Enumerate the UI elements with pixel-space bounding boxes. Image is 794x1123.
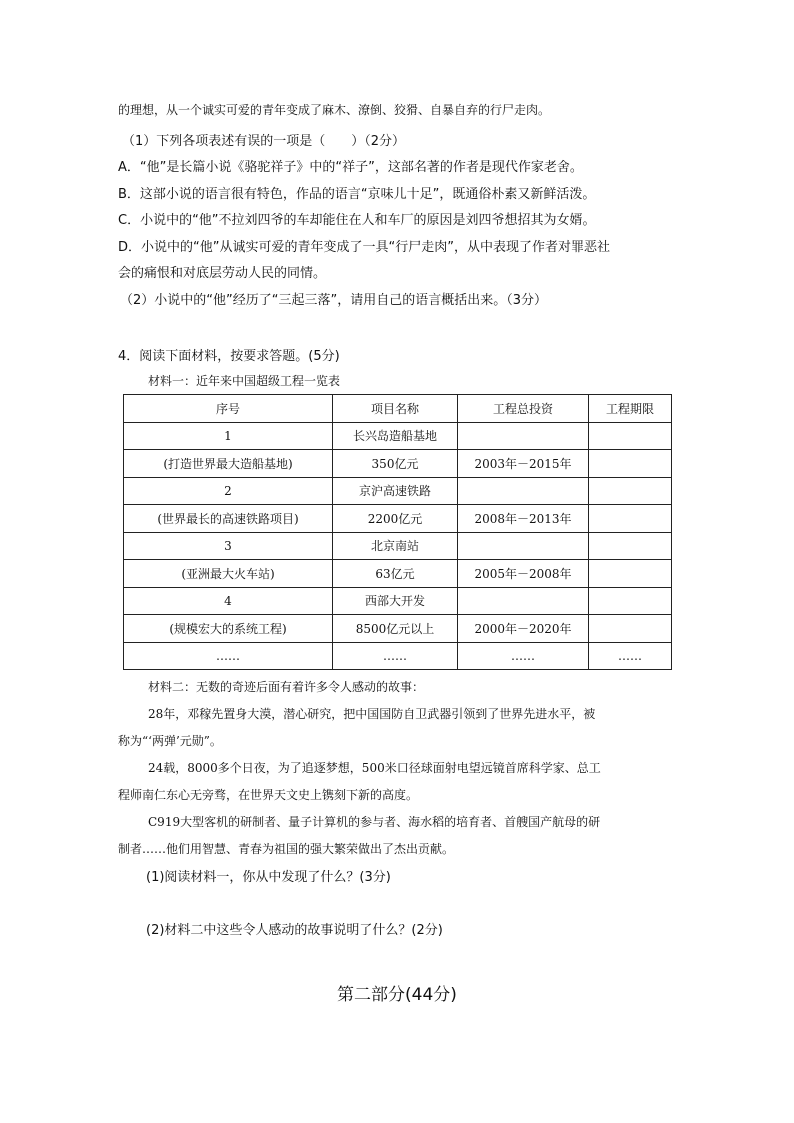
table-row bbox=[124, 450, 672, 478]
q4-question1: (1)阅读材料一，你从中发现了什么？(3分) bbox=[146, 870, 391, 885]
table-cell: (规模宏大的系统工程) bbox=[124, 615, 333, 643]
q3-option-d-line2: 会的痛恨和对底层劳动人民的同情。 bbox=[118, 266, 327, 281]
table-cell: 2008年－2013年 bbox=[458, 505, 589, 533]
story1-line1: 28年，邓稼先置身大漠，潜心研究，把中国国防自卫武器引领到了世界先进水平，被 bbox=[148, 707, 596, 721]
table-cell: 2000年－2020年 bbox=[458, 615, 589, 643]
table-cell: 2200亿元 bbox=[333, 505, 458, 533]
table-row bbox=[124, 642, 672, 670]
table-header-cell: 工程总投资 bbox=[458, 395, 589, 423]
super-projects-table bbox=[123, 394, 672, 670]
table-cell: 350亿元 bbox=[333, 450, 458, 478]
story2-line1: 24载，8000多个日夜，为了追逐梦想，500米口径球面射电望远镜首席科学家、总工 bbox=[148, 761, 601, 775]
table-cell: 2 bbox=[124, 477, 333, 505]
q3-intro-tail: 的理想，从一个诚实可爱的青年变成了麻木、潦倒、狡猾、自暴自弃的行尸走肉。 bbox=[118, 103, 551, 117]
table-cell: …… bbox=[124, 642, 333, 670]
table-header-cell: 工程期限 bbox=[589, 395, 672, 423]
table-cell: (亚洲最大火车站) bbox=[124, 560, 333, 588]
table-row bbox=[124, 505, 672, 533]
part-two-title: 第二部分(44分) bbox=[337, 985, 457, 1005]
table-cell bbox=[458, 422, 589, 450]
table-cell bbox=[589, 587, 672, 615]
story2-line2: 程师南仁东心无旁骛，在世界天文史上镌刻下新的高度。 bbox=[118, 788, 419, 802]
table-cell bbox=[589, 615, 672, 643]
material2-caption: 材料二：无数的奇迹后面有着许多令人感动的故事： bbox=[148, 680, 425, 694]
q3-option-c: C．小说中的“他”不拉刘四爷的车却能住在人和车厂的原因是刘四爷想招其为女婿。 bbox=[118, 213, 596, 228]
q3-option-d-line1: D．小说中的“他”从诚实可爱的青年变成了一具“行尸走肉”，从中表现了作者对罪恶社 bbox=[118, 240, 610, 255]
table-row bbox=[124, 615, 672, 643]
table-row bbox=[124, 532, 672, 560]
table-cell bbox=[589, 477, 672, 505]
table-row bbox=[124, 477, 672, 505]
table-header-cell: 序号 bbox=[124, 395, 333, 423]
table-cell: 西部大开发 bbox=[333, 587, 458, 615]
q3-option-a: A．“他”是长篇小说《骆驼祥子》中的“祥子”，这部名著的作者是现代作家老舍。 bbox=[118, 160, 583, 175]
table-row bbox=[124, 587, 672, 615]
q4-title: 4．阅读下面材料，按要求答题。(5分) bbox=[118, 349, 340, 364]
table-cell: …… bbox=[589, 642, 672, 670]
table-cell: …… bbox=[333, 642, 458, 670]
table-cell: 4 bbox=[124, 587, 333, 615]
table-cell: 3 bbox=[124, 532, 333, 560]
q3-option-b: B．这部小说的语言很有特色，作品的语言“京味儿十足”，既通俗朴素又新鲜活泼。 bbox=[118, 187, 596, 202]
table-cell: (世界最长的高速铁路项目) bbox=[124, 505, 333, 533]
table-header-cell: 项目名称 bbox=[333, 395, 458, 423]
table-cell: 2005年－2008年 bbox=[458, 560, 589, 588]
table-cell: 63亿元 bbox=[333, 560, 458, 588]
table-header-row bbox=[124, 395, 672, 423]
table-cell: 8500亿元以上 bbox=[333, 615, 458, 643]
table-cell: 北京南站 bbox=[333, 532, 458, 560]
story3-line1: C919大型客机的研制者、量子计算机的参与者、海水稻的培育者、首艘国产航母的研 bbox=[148, 815, 601, 829]
table-cell: 2003年－2015年 bbox=[458, 450, 589, 478]
table-cell: 京沪高速铁路 bbox=[333, 477, 458, 505]
table-cell: 长兴岛造船基地 bbox=[333, 422, 458, 450]
story1-line2: 称为“‘两弹’元勋”。 bbox=[118, 734, 222, 748]
table-row bbox=[124, 422, 672, 450]
q4-question2: (2)材料二中这些令人感动的故事说明了什么？(2分) bbox=[146, 923, 443, 938]
table-cell bbox=[458, 587, 589, 615]
table-cell bbox=[589, 532, 672, 560]
table-cell bbox=[458, 532, 589, 560]
table-cell bbox=[589, 422, 672, 450]
story3-line2: 制者……他们用智慧、青春为祖国的强大繁荣做出了杰出贡献。 bbox=[118, 842, 455, 856]
table-cell: 1 bbox=[124, 422, 333, 450]
table-row bbox=[124, 560, 672, 588]
q3-sub2: （2）小说中的“他”经历了“三起三落”，请用自己的语言概括出来。（3分） bbox=[120, 293, 547, 308]
table-cell bbox=[589, 505, 672, 533]
table-cell: (打造世界最大造船基地) bbox=[124, 450, 333, 478]
table-cell bbox=[589, 450, 672, 478]
table-cell bbox=[458, 477, 589, 505]
q3-sub1: （1）下列各项表述有误的一项是（ ）（2分） bbox=[122, 134, 406, 149]
table-cell: …… bbox=[458, 642, 589, 670]
table-cell bbox=[589, 560, 672, 588]
material1-caption: 材料一：近年来中国超级工程一览表 bbox=[148, 374, 341, 388]
